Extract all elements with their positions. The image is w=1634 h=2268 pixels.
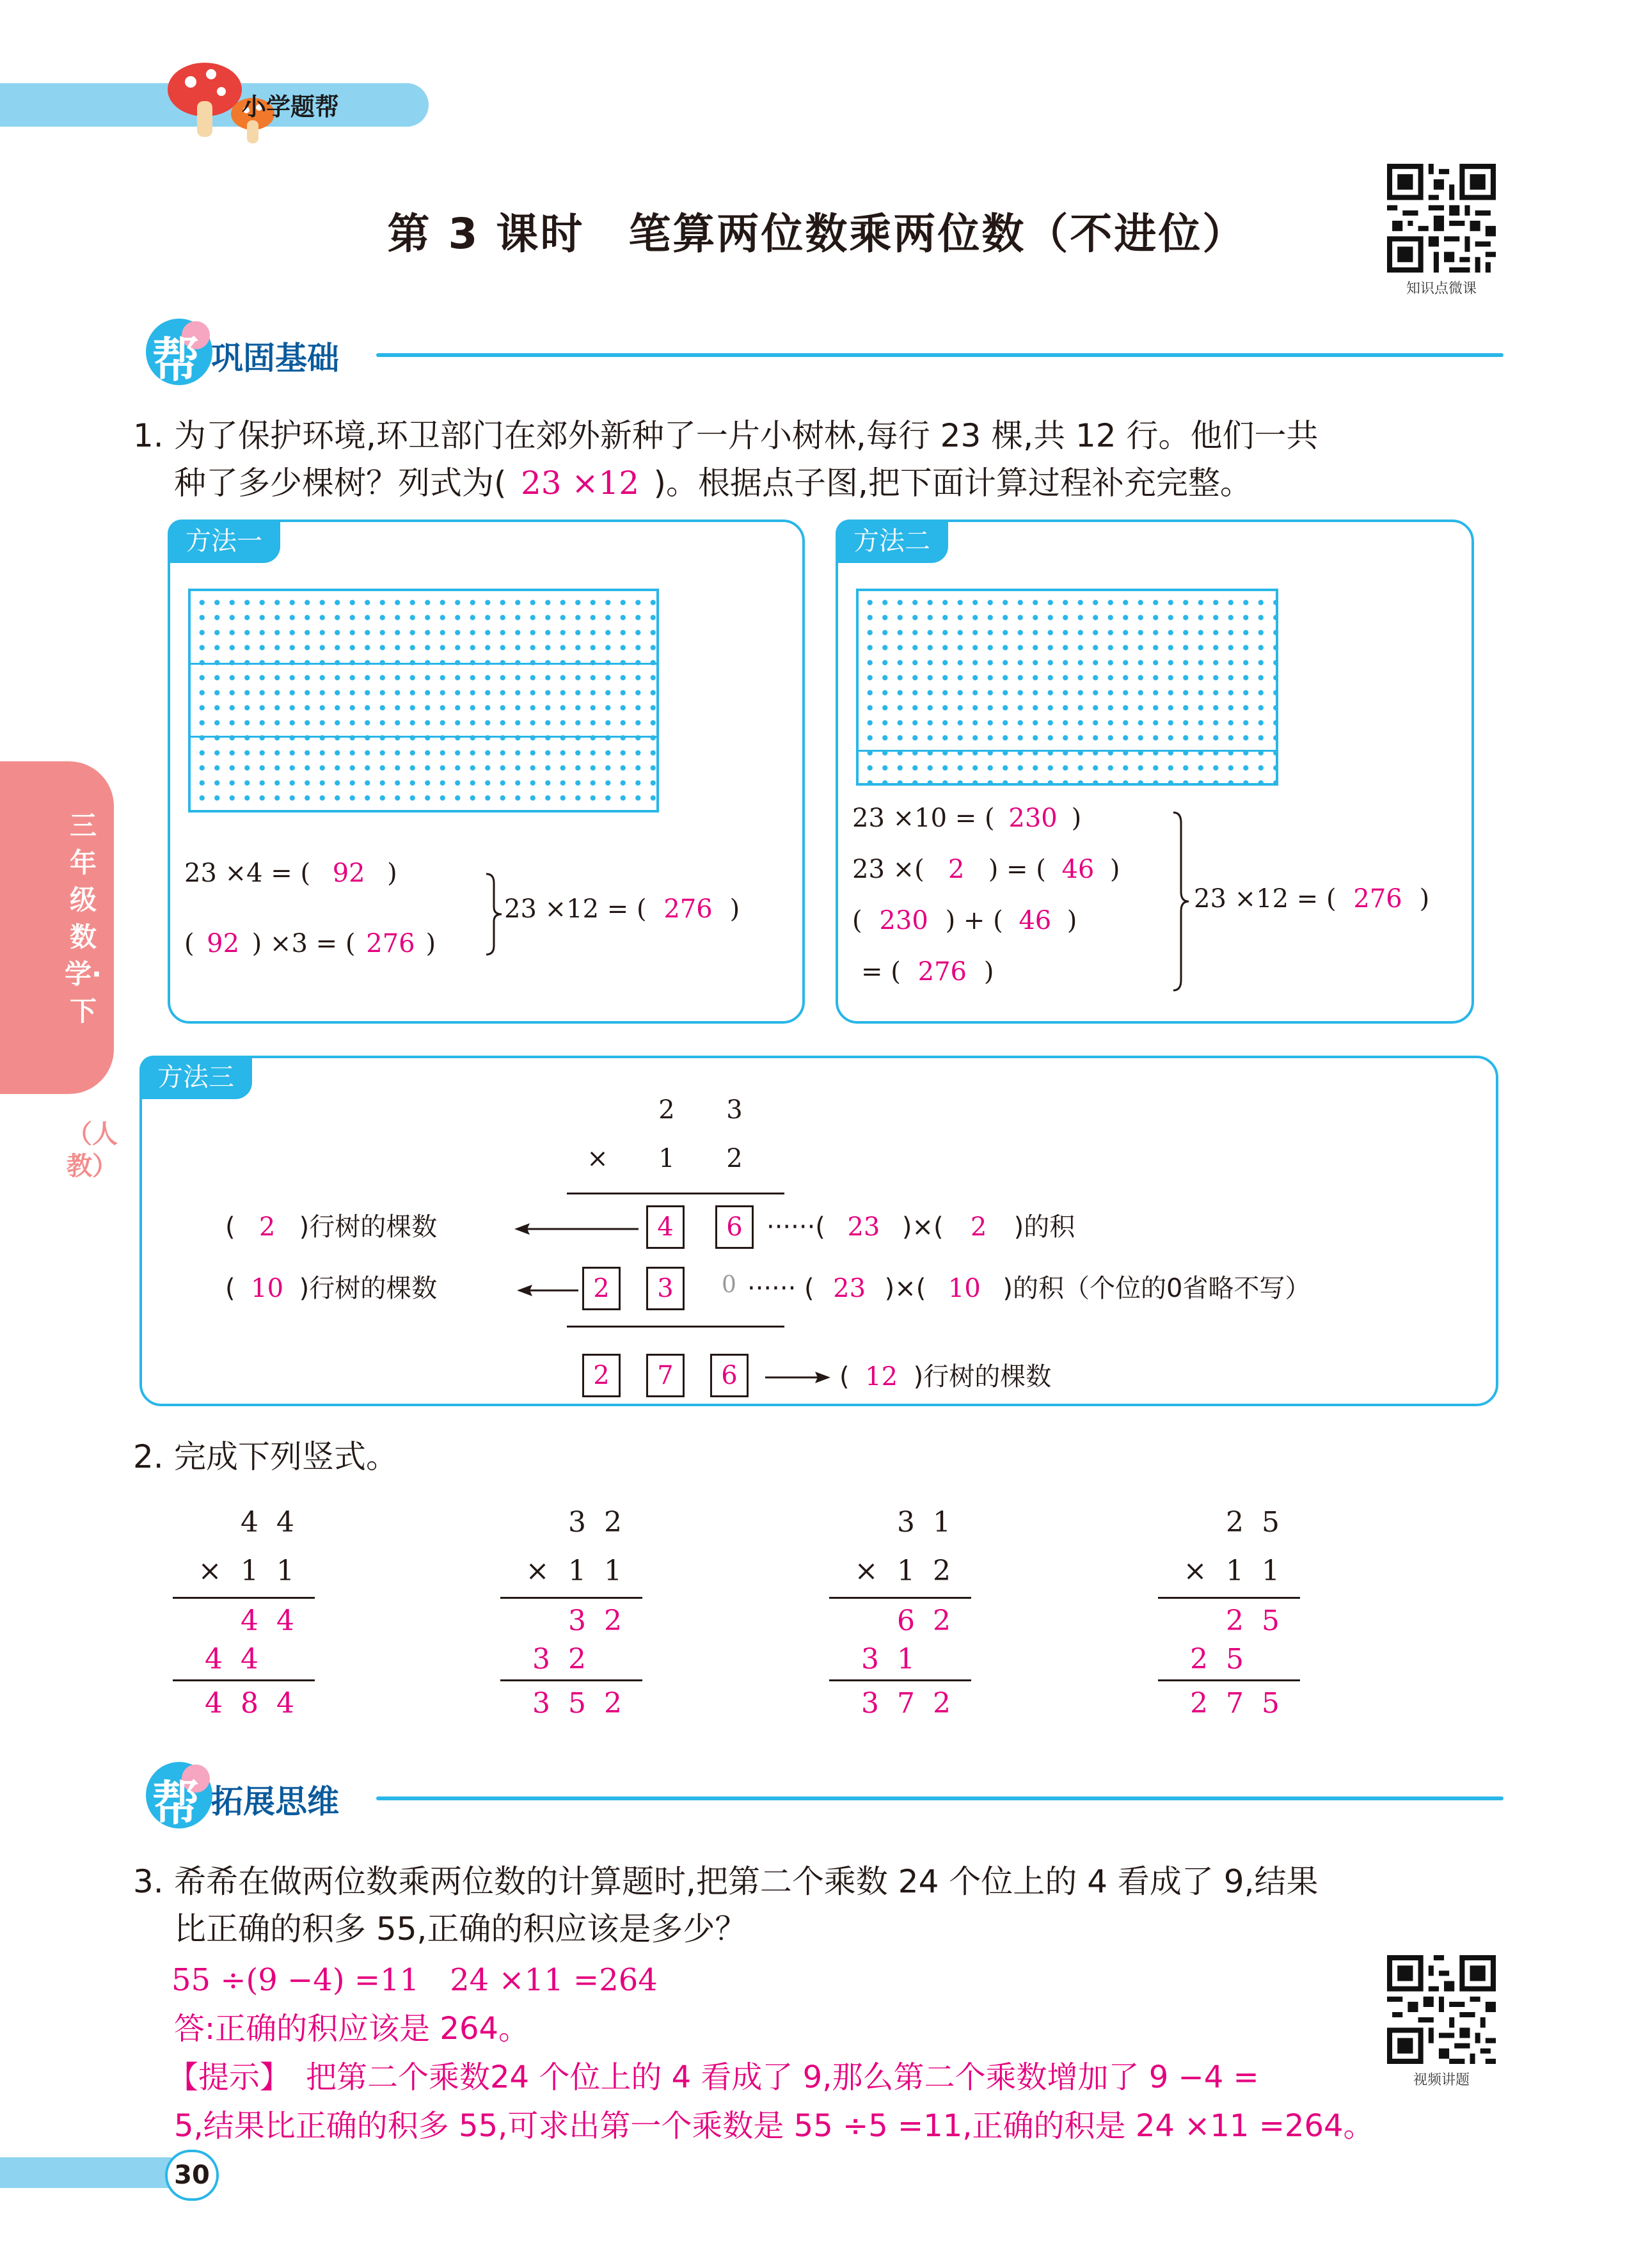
method-tag: 方法三 [139,1056,252,1099]
partial-label [225,1268,437,1304]
equation-total [1194,884,1429,914]
digit: 7 [1226,1687,1244,1720]
text: 种了多少棵树？列式为( [174,464,507,502]
row [829,1640,976,1679]
digit: 2 [1190,1643,1208,1676]
answer-box: 6 [710,1354,749,1397]
digit: 4 [205,1643,223,1676]
text: 23 ×12 = ( [504,894,647,924]
text: ) [1071,804,1082,833]
digit: 7 [897,1687,915,1720]
digit: 2 [933,1605,951,1637]
question-number: 2. [133,1438,164,1475]
equation-total [504,894,740,924]
digit: 4 [241,1605,258,1637]
section-title: 巩固基础 [211,340,339,377]
digit: 2 [1226,1605,1244,1637]
hint-line1 [168,2054,1259,2101]
text: )的积（个位的0省略不写） [1003,1274,1311,1303]
arrow-left-icon [513,1219,641,1239]
solution-answer: 答:正确的积应该是 264。 [174,2011,530,2047]
result-label [839,1356,1051,1393]
page-number: 30 [165,2150,219,2201]
text: )×( [884,1274,926,1303]
answer: 23 [833,1274,866,1303]
partial-explanation [747,1268,1310,1304]
text: = ( [861,957,901,987]
answer-box: 3 [646,1267,685,1310]
answer: 46 [1061,855,1095,884]
digit: 2 [933,1687,951,1720]
answer: 23 [847,1212,880,1242]
text: ······ ( [747,1274,814,1303]
digit: 3 [861,1643,879,1676]
text: )行树的棵数 [913,1362,1052,1392]
row [500,1599,647,1640]
text: ( [225,1274,235,1303]
text: ) [387,859,397,888]
multiplier [580,1144,752,1173]
vertical-problem [1158,1506,1305,1724]
section-divider [376,353,1503,357]
digit: 4 [241,1643,258,1676]
row [500,1506,647,1555]
digit: 3 [532,1687,550,1720]
qr-code-icon [1387,1955,1496,2064]
answer: 276 [917,957,967,987]
text: ( [225,1212,235,1242]
digit: 2 [933,1555,951,1587]
question-text: 为了保护环境,环卫部门在郊外新种了一片小树林,每行 23 棵,共 12 行。他们一共 [174,417,1319,454]
row [1158,1506,1305,1555]
answer: 230 [879,906,928,935]
multiplicand [649,1095,752,1125]
digit: 1 [604,1555,622,1587]
digit: 2 [604,1506,622,1539]
text: ) + ( [945,906,1003,935]
answer: 2 [970,1212,987,1242]
answer-box: 7 [646,1354,685,1397]
row [1158,1599,1305,1640]
digit: 3 [897,1506,915,1539]
text: ( [852,906,862,935]
dot-grid-separator [191,663,656,665]
text: ) [425,929,436,958]
text: ) [983,957,994,987]
solution-expression: 55 ÷(9 −4) =11 24 ×11 =264 [171,1962,658,1998]
question-text-line2 [174,459,1252,507]
question-text-line2: 比正确的积多 55,正确的积应该是多少？ [174,1910,747,1947]
digit: 3 [726,1095,743,1125]
dot-grid-separator [859,750,1276,752]
answer-box: 6 [715,1205,754,1249]
times-sign: × [198,1555,222,1587]
equation [861,957,994,987]
digit: 2 [604,1687,622,1720]
row [173,1681,320,1724]
answer-box: 2 [582,1267,621,1310]
text: 23 ×12 = ( [1194,884,1337,914]
digit: 1 [568,1555,586,1587]
text: 23 ×10 = ( [852,804,995,833]
digit: 5 [1262,1506,1280,1539]
answer-box: 2 [582,1354,621,1397]
digit: 1 [897,1555,915,1587]
question-text: 希希在做两位数乘两位数的计算题时,把第二个乘数 24 个位上的 4 看成了 9,结果 [174,1863,1319,1900]
digit: 3 [568,1605,586,1637]
times-sign: × [1183,1555,1207,1587]
equation [852,804,1081,833]
row [829,1599,976,1640]
digit: 2 [604,1605,622,1637]
answer: 2 [258,1212,276,1242]
text: )×( [901,1212,944,1242]
answer: 276 [1353,884,1402,914]
digit: 3 [532,1643,550,1676]
text: ) [1067,906,1077,935]
method-one-panel [168,519,805,1024]
digit: 5 [1262,1687,1280,1720]
section-badge-label: 帮 [152,333,200,388]
digit: 1 [933,1506,951,1539]
digit: 1 [276,1555,294,1587]
row [829,1555,976,1597]
hint-label: 【提示】 [168,2059,291,2095]
hint-line2: 5,结果比正确的积多 55,可求出第一个乘数是 55 ÷5 =11,正确的积是 24 ×11 =264。 [174,2108,1374,2144]
answer: 23 ×12 [520,464,640,502]
row [829,1681,976,1724]
digit: 1 [897,1643,915,1676]
rule-line [567,1193,784,1194]
answer-box: 4 [646,1205,685,1249]
digit: 4 [276,1506,294,1539]
text: ) [1419,884,1430,914]
side-tab-edition: （人教） [67,1120,118,1181]
digit: 4 [241,1506,258,1539]
digit: 2 [568,1643,586,1676]
question-number: 1. [133,417,164,454]
digit: 1 [1262,1555,1280,1587]
digit: 3 [568,1506,586,1539]
method-tag: 方法一 [168,519,280,563]
arrow-right-icon [764,1368,832,1387]
text: )行树的棵数 [299,1274,438,1303]
text: ( [839,1362,850,1392]
row [173,1599,320,1640]
text: )的积 [1013,1212,1075,1242]
section-title: 拓展思维 [211,1783,339,1820]
partial-explanation [766,1207,1075,1243]
answer: 276 [366,929,415,958]
text: ) [1109,855,1120,884]
method-two-panel [836,519,1474,1024]
question-number: 3. [133,1863,164,1900]
digit: 1 [1226,1555,1244,1587]
digit: 5 [1226,1643,1244,1676]
dot-grid [188,589,659,813]
digit: 1 [241,1555,258,1587]
side-tab-grade: 三年级数学·下 [65,810,102,1027]
qr-code-icon [1387,164,1496,273]
digit: 5 [568,1687,586,1720]
digit: 4 [276,1687,294,1720]
method-tag: 方法二 [836,519,948,563]
partial-label [225,1207,437,1243]
section-badge-label: 帮 [152,1776,200,1831]
text: 把第二个乘数24 个位上的 4 看成了 9,那么第二个乘数增加了 9 −4 = [306,2059,1259,2095]
vertical-problem [173,1506,320,1724]
equation [184,929,436,958]
omitted-zero: 0 [722,1272,736,1298]
answer: 2 [948,855,965,884]
row [173,1555,320,1597]
equation [184,859,397,888]
times-sign: × [525,1555,550,1587]
text: )。根据点子图,把下面计算过程补充完整。 [653,464,1252,502]
qr-caption: 知识点微课 [1406,281,1477,297]
rule-line [567,1326,784,1328]
digit: 3 [861,1687,879,1720]
answer: 10 [948,1274,981,1303]
answer: 276 [663,894,713,924]
row [500,1555,647,1597]
brand-label: 小学题帮 [242,93,340,121]
footer-band [0,2157,186,2188]
row [1158,1681,1305,1724]
text: 23 ×4 = ( [184,859,311,888]
times-sign: × [587,1144,608,1173]
equation [852,906,1077,935]
row [1158,1555,1305,1597]
vertical-problem [500,1506,647,1724]
row [173,1506,320,1555]
answer: 12 [865,1362,898,1392]
page-title: 第 3 课时 笔算两位数乘两位数（不进位） [387,209,1247,258]
text: ······( [766,1212,825,1242]
answer: 92 [332,859,365,888]
brace-icon [484,873,503,956]
vertical-problem [829,1506,976,1724]
text: 23 ×( [852,855,924,884]
dot-grid-separator [191,736,656,738]
digit: 1 [658,1144,675,1173]
equation [852,855,1120,884]
digit: 4 [276,1605,294,1637]
text: ) ×3 = ( [251,929,356,958]
digit: 2 [658,1095,675,1125]
question-text: 完成下列竖式。 [174,1438,398,1475]
row [829,1506,976,1555]
brace-icon [1171,811,1190,992]
digit: 2 [726,1144,743,1173]
digit: 8 [241,1687,258,1720]
text: ( [184,929,194,958]
digit: 6 [897,1605,915,1637]
text: )行树的棵数 [299,1212,438,1242]
text: ) = ( [988,855,1046,884]
arrow-left-icon [516,1281,580,1300]
times-sign: × [854,1555,878,1587]
row [173,1640,320,1679]
digit: 2 [1226,1506,1244,1539]
text: ) [729,894,740,924]
digit: 4 [205,1687,223,1720]
digit: 5 [1262,1605,1280,1637]
row [1158,1640,1305,1679]
dot-grid [856,589,1278,786]
method-three-panel [139,1056,1498,1406]
answer: 46 [1019,906,1052,935]
qr-caption: 视频讲题 [1413,2072,1470,2088]
row [500,1640,647,1679]
section-divider [376,1796,1503,1800]
answer: 10 [251,1274,284,1303]
answer: 92 [207,929,240,958]
answer: 230 [1008,804,1058,833]
digit: 2 [1190,1687,1208,1720]
row [500,1681,647,1724]
